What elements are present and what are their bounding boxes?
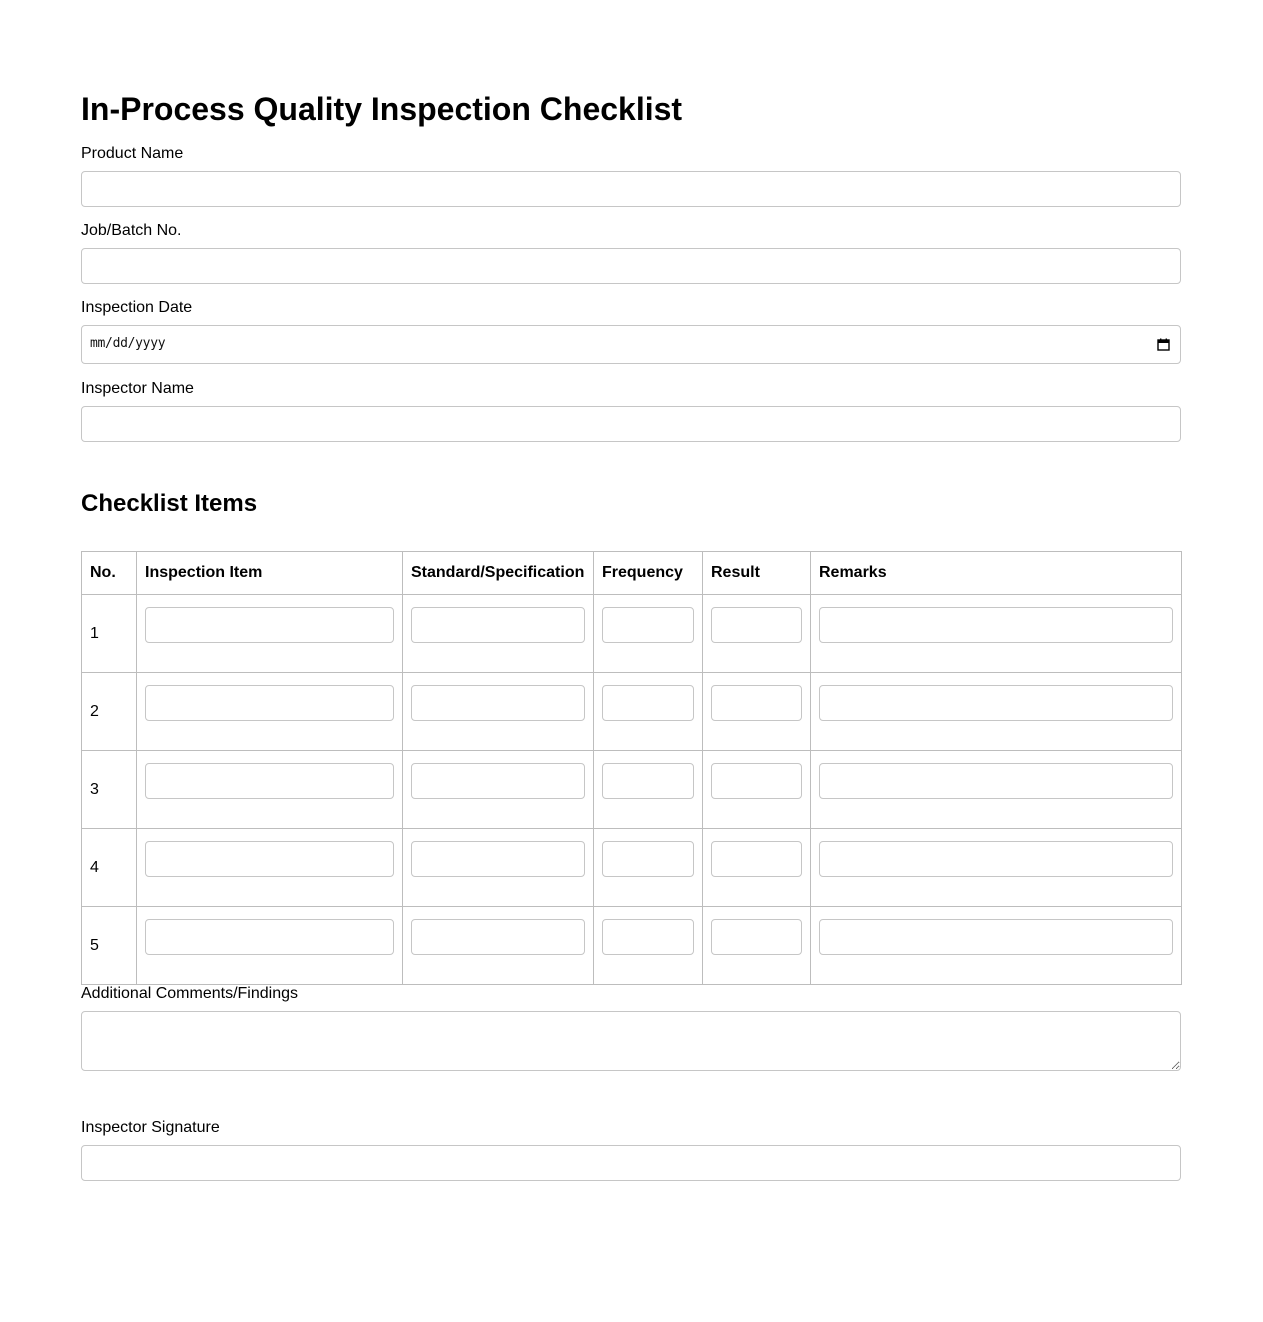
column-header-result: Result: [703, 552, 811, 595]
table-header-row: [82, 552, 1182, 595]
inspection-form: [81, 0, 1181, 1181]
standard-input[interactable]: [411, 763, 585, 799]
signature-label: Inspector Signature: [81, 1119, 220, 1136]
row-number: 3: [82, 751, 137, 829]
remarks-input[interactable]: [819, 685, 1173, 721]
frequency-input[interactable]: [602, 685, 694, 721]
remarks-input[interactable]: [819, 841, 1173, 877]
product-name-label: Product Name: [81, 145, 184, 162]
column-header-no: No.: [82, 552, 137, 595]
frequency-input[interactable]: [602, 841, 694, 877]
comments-label: Additional Comments/Findings: [81, 985, 298, 1002]
table-row: [82, 829, 1182, 907]
remarks-input[interactable]: [819, 763, 1173, 799]
table-row: [82, 751, 1182, 829]
inspection-item-input[interactable]: [145, 763, 394, 799]
standard-input[interactable]: [411, 685, 585, 721]
table-row: [82, 673, 1182, 751]
frequency-input[interactable]: [602, 919, 694, 955]
inspection-date-label: Inspection Date: [81, 299, 193, 316]
standard-input[interactable]: [411, 919, 585, 955]
inspection-item-input[interactable]: [145, 685, 394, 721]
job-batch-input[interactable]: [81, 248, 1181, 284]
inspector-name-label: Inspector Name: [81, 380, 194, 397]
product-name-input[interactable]: [81, 171, 1181, 207]
result-input[interactable]: [711, 841, 802, 877]
checklist-table: [81, 551, 1182, 985]
row-number: 4: [82, 829, 137, 907]
row-number: 2: [82, 673, 137, 751]
column-header-remarks: Remarks: [811, 552, 1182, 595]
comments-textarea[interactable]: [81, 1011, 1181, 1071]
column-header-standard: Standard/Specification: [403, 552, 594, 595]
job-batch-label: Job/Batch No.: [81, 222, 182, 239]
inspection-item-input[interactable]: [145, 919, 394, 955]
table-row: [82, 595, 1182, 673]
signature-input[interactable]: [81, 1145, 1181, 1181]
table-row: [82, 907, 1182, 985]
frequency-input[interactable]: [602, 763, 694, 799]
column-header-inspection-item: Inspection Item: [137, 552, 403, 595]
calendar-icon[interactable]: [1157, 338, 1170, 351]
row-number: 1: [82, 595, 137, 673]
result-input[interactable]: [711, 763, 802, 799]
remarks-input[interactable]: [819, 607, 1173, 643]
row-number: 5: [82, 907, 137, 985]
checklist-heading: Checklist Items: [81, 490, 258, 517]
remarks-input[interactable]: [819, 919, 1173, 955]
result-input[interactable]: [711, 685, 802, 721]
column-header-frequency: Frequency: [594, 552, 703, 595]
frequency-input[interactable]: [602, 607, 694, 643]
inspection-date-input[interactable]: [81, 325, 1181, 364]
standard-input[interactable]: [411, 607, 585, 643]
result-input[interactable]: [711, 607, 802, 643]
result-input[interactable]: [711, 919, 802, 955]
standard-input[interactable]: [411, 841, 585, 877]
page-title: In-Process Quality Inspection Checklist: [81, 91, 683, 127]
inspection-item-input[interactable]: [145, 607, 394, 643]
inspector-name-input[interactable]: [81, 406, 1181, 442]
date-placeholder[interactable]: mm/dd/yyyy: [90, 336, 166, 351]
inspection-item-input[interactable]: [145, 841, 394, 877]
